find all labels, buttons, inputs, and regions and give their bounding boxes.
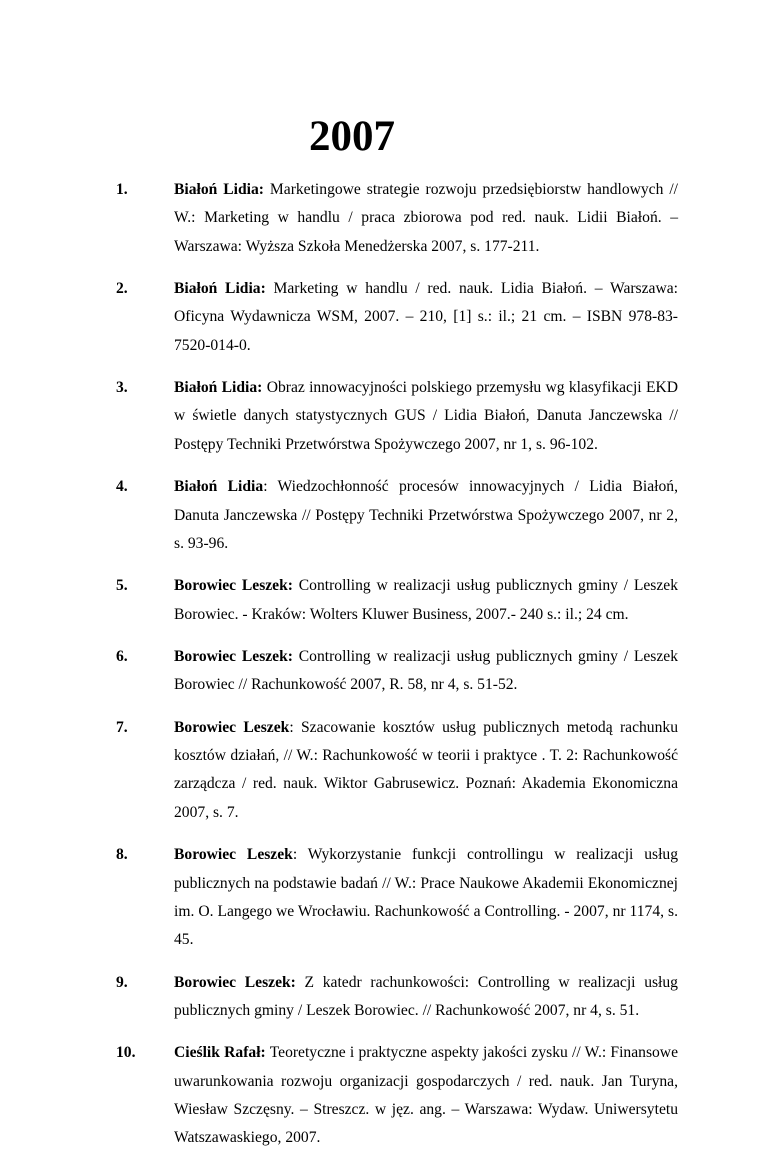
bibliography-entry <box>116 572 678 629</box>
entry-number: 3. <box>116 379 128 397</box>
entry-number: 6. <box>116 648 128 666</box>
entry-author: Borowiec Leszek: <box>174 973 296 991</box>
entry-author: Białoń Lidia <box>174 478 264 496</box>
entry-number: 9. <box>116 973 128 991</box>
entry-text: Marketing w handlu / red. nauk. Lidia Białoń. – Warszawa: Oficyna Wydawnicza WSM, 2007. – 210, [1] s.: il.; 21 cm. – ISBN 978-83-7520-014-0. <box>174 280 678 354</box>
entry-text: Z katedr rachunkowości: Controlling w realizacji usług publicznych gminy / Leszek Borowiec. // Rachunkowość 2007, nr 4, s. 51. <box>174 973 678 1019</box>
entry-text: Controlling w realizacji usług publicznych gminy / Leszek Borowiec // Rachunkowość 2007, R. 58, nr 4, s. 51-52. <box>174 648 678 694</box>
entry-author: Białoń Lidia: <box>174 379 263 397</box>
entry-author: Borowiec Leszek <box>174 846 293 864</box>
entry-text: Controlling w realizacji usług publicznych gminy / Leszek Borowiec. - Kraków: Wolters Kluwer Business, 2007.- 240 s.: il.; 24 cm. <box>174 577 678 623</box>
bibliography-entry <box>116 275 678 360</box>
entry-number: 8. <box>116 846 128 864</box>
bibliography-list <box>116 176 678 1167</box>
bibliography-entry <box>116 643 678 700</box>
bibliography-entry <box>116 969 678 1026</box>
bibliography-entry <box>116 374 678 459</box>
entry-text: : Wiedzochłonność procesów innowacyjnych / Lidia Białoń, Danuta Janczewska // Postępy Techniki Przetwórstwa Spożywczego 2007, nr 2, s. 93-96. <box>174 478 678 552</box>
entry-number: 2. <box>116 280 128 298</box>
bibliography-entry <box>116 176 678 261</box>
entry-number: 10. <box>116 1044 136 1062</box>
entry-text: : Szacowanie kosztów usług publicznych metodą rachunku kosztów działań, // W.: Rachunkowość w teorii i praktyce . T. 2: Rachunkowość zarządcza / red. nauk. Wiktor Gabrusewicz. Poznań: Akademia Ekonomiczna 2007, s. 7. <box>174 718 678 821</box>
entry-author: Borowiec Leszek: <box>174 648 293 666</box>
entry-number: 7. <box>116 718 128 736</box>
entry-author: Borowiec Leszek <box>174 718 290 736</box>
entry-number: 5. <box>116 577 128 595</box>
bibliography-entry <box>116 841 678 954</box>
bibliography-entry <box>116 1039 678 1152</box>
entry-number: 1. <box>116 181 128 198</box>
entry-text: Obraz innowacyjności polskiego przemysłu wg klasyfikacji EKD w świetle danych statystycznych GUS / Lidia Białoń, Danuta Janczewska // Postępy Techniki Przetwórstwa Spożywczego 2007, nr 1, s. 96-102. <box>174 379 678 453</box>
entry-author: Białoń Lidia: <box>174 181 264 198</box>
entry-text: Marketingowe strategie rozwoju przedsiębiorstw handlowych // W.: Marketing w handlu / praca zbiorowa pod red. nauk. Lidii Białoń. – Warszawa: Wyższa Szkoła Menedżerska 2007, s. 177-211. <box>174 181 678 255</box>
entry-author: Cieślik Rafał: <box>174 1044 266 1062</box>
bibliography-entry <box>116 473 678 558</box>
entry-author: Borowiec Leszek: <box>174 577 293 595</box>
entry-number: 4. <box>116 478 128 496</box>
bibliography-entry <box>116 714 678 827</box>
entry-author: Białoń Lidia: <box>174 280 266 298</box>
entry-text: Teoretyczne i praktyczne aspekty jakości zysku // W.: Finansowe uwarunkowania rozwoju organizacji gospodarczych / red. nauk. Jan Turyna, Wiesław Szczęsny. – Streszcz. w jęz. ang. – Warszawa: Wydaw. Uniwersytetu Watszawaskiego, 2007. <box>174 1044 678 1147</box>
entry-text: : Wykorzystanie funkcji controllingu w realizacji usług publicznych na podstawie badań // W.: Prace Naukowe Akademii Ekonomicznej im. O. Langego we Wrocławiu. Rachunkowość a Controlling. - 2007, nr 1174, s. 45. <box>174 846 678 949</box>
page-title: 2007 <box>309 112 395 160</box>
